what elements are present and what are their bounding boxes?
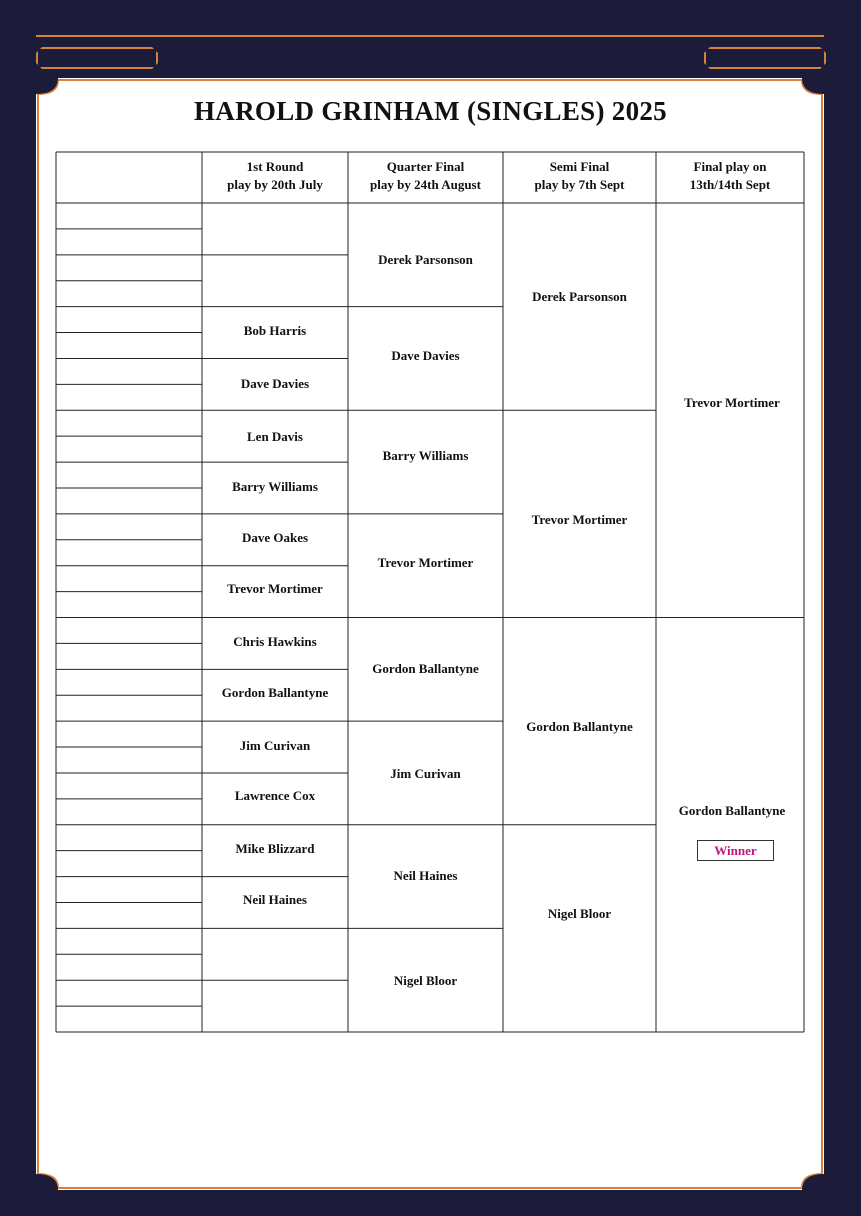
page-title: HAROLD GRINHAM (SINGLES) 2025 [194, 96, 667, 126]
quarter-final-player-4: Trevor Mortimer [377, 555, 474, 570]
right-tab-ornament [704, 47, 826, 69]
header-semi-final-deadline: play by 7th Sept [534, 177, 625, 192]
quarter-final-player-7: Neil Haines [393, 868, 458, 883]
quarter-final-player-1: Derek Parsonson [378, 252, 473, 267]
header-semi-final-title: Semi Final [549, 159, 610, 174]
header-semi-final [503, 158, 656, 194]
first-round-player-8: Trevor Mortimer [227, 581, 323, 596]
quarter-final-player-2: Dave Davies [391, 348, 460, 363]
semi-final-player-1: Derek Parsonson [532, 289, 627, 304]
first-round-player-7: Dave Oakes [241, 530, 309, 545]
first-round-player-9: Chris Hawkins [233, 634, 317, 649]
winner-badge: Winner [697, 840, 774, 861]
first-round-player-3: Bob Harris [243, 323, 307, 338]
first-round-player-4: Dave Davies [240, 376, 310, 391]
first-round-player-10: Gordon Ballantyne [221, 685, 329, 700]
header-final [656, 158, 804, 194]
final-player-1: Trevor Mortimer [684, 395, 780, 410]
header-quarter-final-deadline: play by 24th August [370, 177, 481, 192]
left-tab-ornament [36, 47, 158, 69]
final-player-2: Gordon Ballantyne [678, 803, 786, 818]
header-quarter-final-title: Quarter Final [386, 159, 465, 174]
semi-final-player-2: Trevor Mortimer [531, 512, 628, 527]
header-final-deadline: 13th/14th Sept [689, 177, 771, 192]
header-final-title: Final play on [693, 159, 767, 174]
first-round-player-14: Neil Haines [243, 892, 307, 907]
semi-final-player-4: Nigel Bloor [547, 906, 612, 921]
header-first-round-deadline: play by 20th July [227, 177, 323, 192]
top-rule [36, 35, 824, 37]
header-first-round-title: 1st Round [246, 159, 304, 174]
quarter-final-player-6: Jim Curivan [390, 766, 461, 781]
semi-final-player-3: Gordon Ballantyne [526, 719, 633, 734]
first-round-player-11: Jim Curivan [239, 738, 311, 753]
first-round-player-12: Lawrence Cox [234, 788, 316, 803]
corner-masks [36, 78, 824, 1190]
quarter-final-player-3: Barry Williams [382, 448, 469, 463]
quarter-final-player-8: Nigel Bloor [393, 973, 458, 988]
quarter-final-player-5: Gordon Ballantyne [372, 661, 479, 676]
first-round-player-13: Mike Blizzard [235, 841, 315, 856]
first-round-player-5: Len Davis [247, 429, 303, 444]
header-first-round [202, 158, 348, 194]
first-round-player-6: Barry Williams [232, 479, 318, 494]
header-quarter-final [348, 158, 503, 194]
